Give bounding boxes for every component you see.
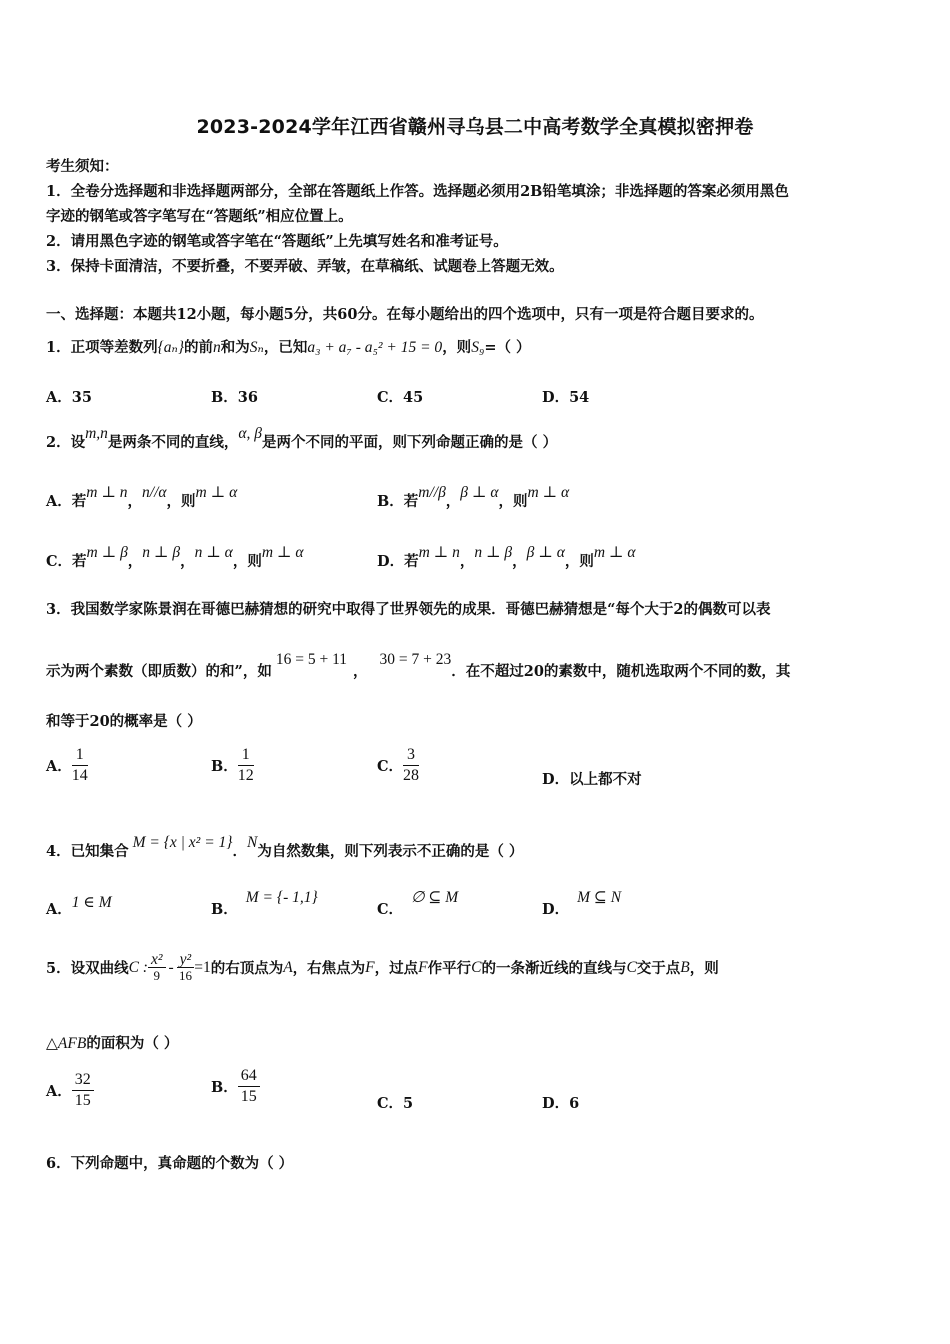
- option-d: D．若m ⊥ n，n ⊥ β，β ⊥ α，则m ⊥ α: [377, 544, 636, 570]
- option-d: D．54: [542, 389, 590, 406]
- notice-item: 2．请用黑色字迹的钢笔或答字笔在“答题纸”上先填写姓名和准考证号。: [46, 233, 508, 250]
- fraction: $\frac{64}{15}$: [238, 1066, 260, 1107]
- option-c: C． $\frac{3}{28}$: [377, 746, 420, 784]
- option-a: A．若m ⊥ n，n//α，则m ⊥ α: [46, 484, 238, 510]
- fraction: $\frac{\text{x²}}{9}$: [148, 952, 166, 983]
- option-b: B．36: [211, 389, 258, 406]
- question-1: 1．正项等差数列{aₙ}的前n和为Sₙ，已知a₃ + a₇ - a₅² + 15 = 0，则S₉=（ ）: [46, 339, 531, 356]
- option-d: D．M ⊆ N: [542, 889, 622, 918]
- fraction: $\frac{1}{14}$: [71, 746, 88, 784]
- fraction: $\frac{32}{15}$: [72, 1070, 94, 1111]
- question-4: 4．已知集合M = {x | x² = 1}．N为自然数集，则下列表示不正确的是（ ）: [46, 834, 524, 860]
- option-b: B．M = {- 1,1}: [211, 889, 318, 918]
- question-3-line: 示为两个素数（即质数）的和”，如16 = 5 + 11，30 = 7 + 23．在不超过20的素数中，随机选取两个不同的数，其: [46, 651, 791, 680]
- option-b: B． $\frac{64}{15}$: [211, 1066, 260, 1107]
- option-d: D．以上都不对: [542, 771, 642, 788]
- question-3-line: 和等于20的概率是（ ）: [46, 713, 202, 730]
- option-c: C．若m ⊥ β，n ⊥ β，n ⊥ α，则m ⊥ α: [46, 544, 304, 570]
- option-a: A．1 ∈ M: [46, 894, 112, 918]
- section-heading: 一、选择题：本题共12小题，每小题5分，共60分。在每小题给出的四个选项中，只有一项是符合题目要求的。: [46, 306, 764, 323]
- option-c: C．5: [377, 1095, 414, 1112]
- question-3-line: 3．我国数学家陈景润在哥德巴赫猜想的研究中取得了世界领先的成果．哥德巴赫猜想是“每个大于2的偶数可以表: [46, 601, 771, 618]
- math-sequence: {aₙ}: [157, 339, 185, 356]
- option-a: A．35: [46, 389, 92, 406]
- notice-item: 1．全卷分选择题和非选择题两部分，全部在答题纸上作答。选择题必须用2B铅笔填涂；非选择题的答案必须用黑色: [46, 183, 789, 200]
- option-a: A． $\frac{1}{14}$: [46, 746, 88, 784]
- notice-heading: 考生须知：: [46, 158, 119, 175]
- option-d: D．6: [542, 1095, 580, 1112]
- math-condition: a₃ + a₇ - a₅² + 15 = 0: [307, 339, 443, 356]
- notice-item: 3．保持卡面清洁，不要折叠，不要弄破、弄皱，在草稿纸、试题卷上答题无效。: [46, 258, 564, 275]
- question-2: 2．设m,n是两条不同的直线，α, β是两个不同的平面，则下列命题正确的是（ ）: [46, 425, 558, 451]
- option-b: B．若m//β，β ⊥ α，则m ⊥ α: [377, 484, 570, 510]
- fraction: $\frac{3}{28}$: [403, 746, 420, 784]
- option-b: B． $\frac{1}{12}$: [211, 746, 254, 784]
- page-title: 2023-2024学年江西省赣州寻乌县二中高考数学全真模拟密押卷: [196, 116, 754, 138]
- question-6: 6．下列命题中，真命题的个数为（ ）: [46, 1155, 294, 1172]
- question-5: 5．设双曲线C : $\frac{\text{x²}}{9}$ - $\frac{\text{y²}}{16}$ =1的右顶点为A，右焦点为F，过点F作平行C的一条渐近线的直线与C交于点B，则: [46, 951, 719, 983]
- option-c: C．45: [377, 389, 424, 406]
- question-5-line: △AFB的面积为（ ）: [46, 1035, 179, 1052]
- notice-item: 字迹的钢笔或答字笔写在“答题纸”相应位置上。: [46, 208, 353, 225]
- option-a: A． $\frac{32}{15}$: [46, 1070, 94, 1111]
- option-c: C．∅ ⊆ M: [377, 889, 459, 918]
- fraction: $\frac{1}{12}$: [237, 746, 254, 784]
- fraction: $\frac{\text{y²}}{16}$: [177, 952, 195, 983]
